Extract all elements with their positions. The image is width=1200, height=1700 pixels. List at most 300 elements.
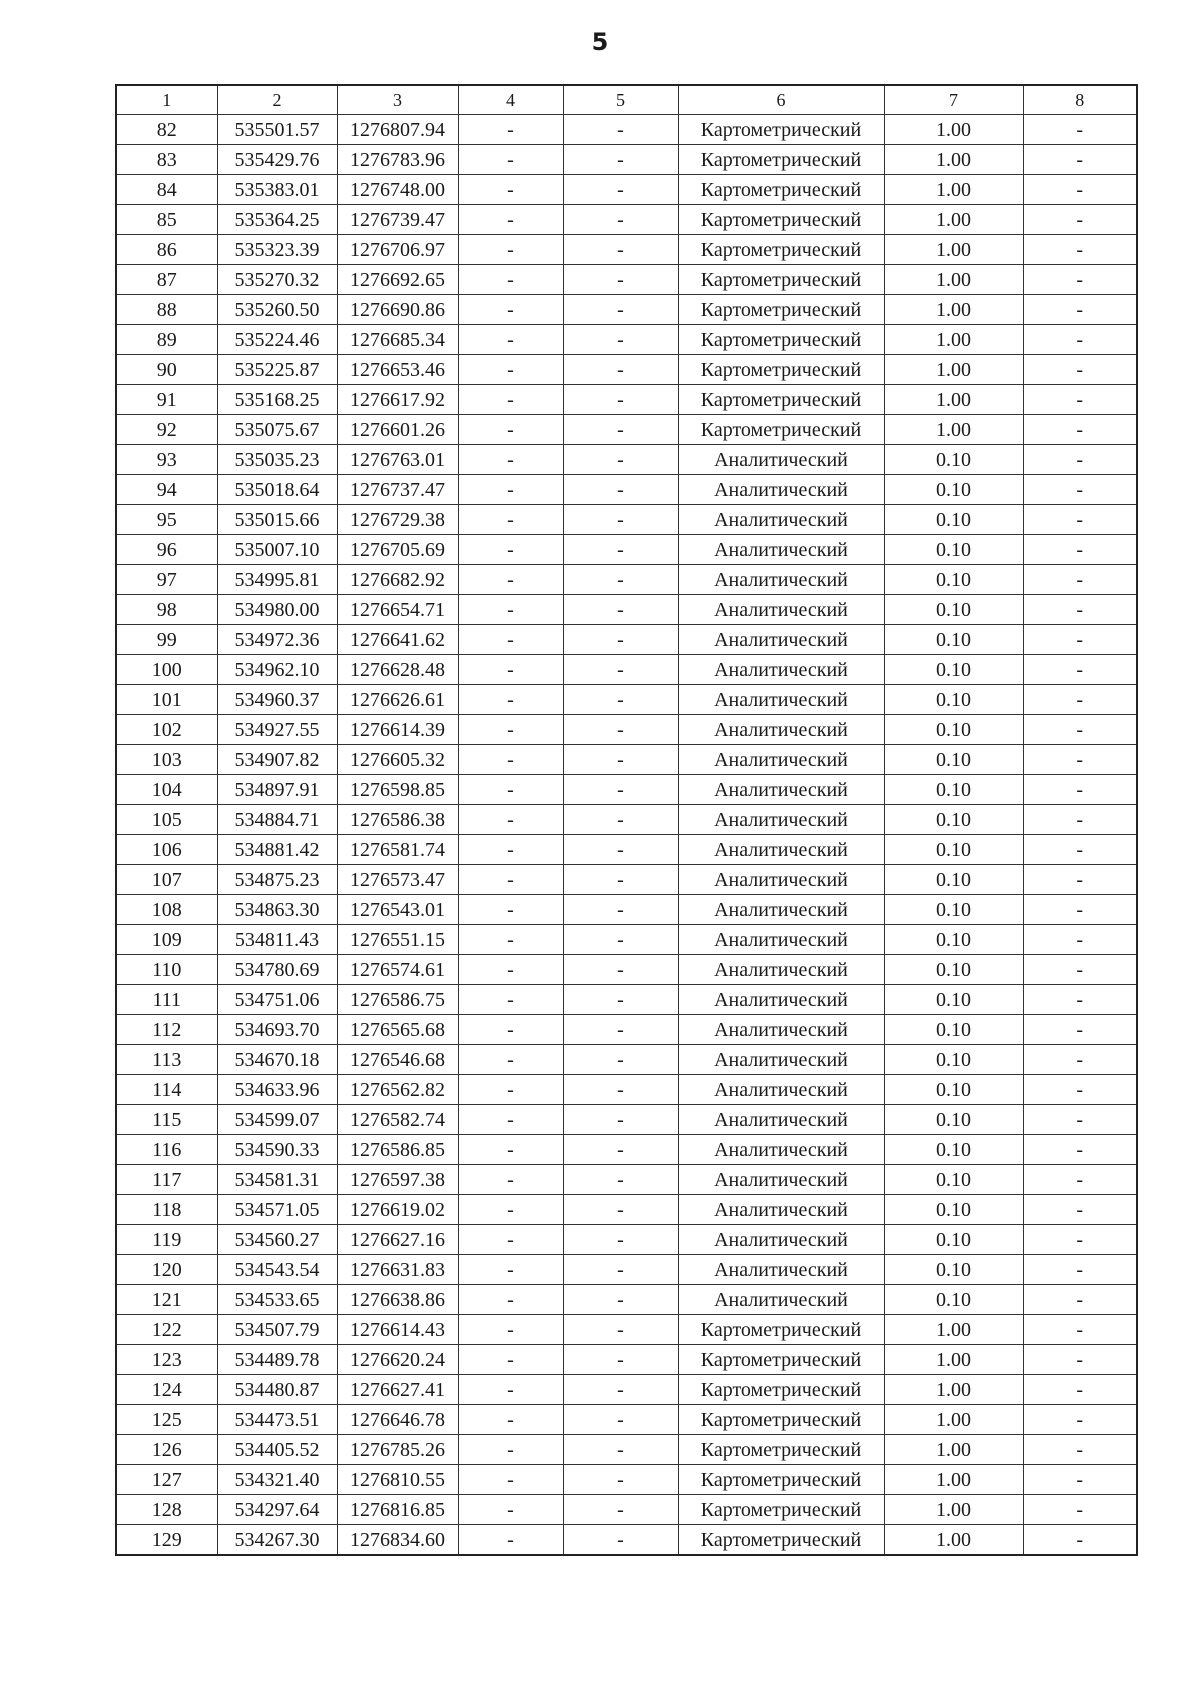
method-cell: Картометрический	[678, 385, 884, 415]
point-number-cell: 85	[116, 205, 217, 235]
y-coordinate-cell: 1276626.61	[337, 685, 458, 715]
point-number-cell: 124	[116, 1375, 217, 1405]
method-cell: Аналитический	[678, 685, 884, 715]
accuracy-cell: 1.00	[884, 205, 1023, 235]
x-coordinate-cell: 534473.51	[217, 1405, 337, 1435]
column-5-cell: -	[563, 985, 678, 1015]
method-cell: Аналитический	[678, 1165, 884, 1195]
table-row	[116, 1075, 1137, 1105]
method-cell: Аналитический	[678, 1285, 884, 1315]
column-8-cell: -	[1023, 1255, 1137, 1285]
point-number-cell: 105	[116, 805, 217, 835]
point-number-cell: 107	[116, 865, 217, 895]
accuracy-cell: 0.10	[884, 955, 1023, 985]
column-5-cell: -	[563, 595, 678, 625]
column-8-cell: -	[1023, 1165, 1137, 1195]
table-row	[116, 655, 1137, 685]
point-number-cell: 100	[116, 655, 217, 685]
x-coordinate-cell: 534884.71	[217, 805, 337, 835]
y-coordinate-cell: 1276631.83	[337, 1255, 458, 1285]
accuracy-cell: 1.00	[884, 175, 1023, 205]
accuracy-cell: 1.00	[884, 145, 1023, 175]
accuracy-cell: 1.00	[884, 415, 1023, 445]
accuracy-cell: 0.10	[884, 805, 1023, 835]
method-cell: Аналитический	[678, 1075, 884, 1105]
method-cell: Картометрический	[678, 1495, 884, 1525]
column-8-cell: -	[1023, 505, 1137, 535]
accuracy-cell: 0.10	[884, 565, 1023, 595]
table-row	[116, 685, 1137, 715]
y-coordinate-cell: 1276617.92	[337, 385, 458, 415]
coordinates-table	[115, 84, 1138, 1556]
x-coordinate-cell: 534571.05	[217, 1195, 337, 1225]
page-number: 5	[591, 28, 609, 56]
y-coordinate-cell: 1276654.71	[337, 595, 458, 625]
accuracy-cell: 1.00	[884, 1435, 1023, 1465]
column-5-cell: -	[563, 1345, 678, 1375]
column-8-cell: -	[1023, 925, 1137, 955]
column-5-cell: -	[563, 655, 678, 685]
x-coordinate-cell: 534875.23	[217, 865, 337, 895]
x-coordinate-cell: 535168.25	[217, 385, 337, 415]
column-4-cell: -	[458, 1495, 563, 1525]
table-row	[116, 325, 1137, 355]
y-coordinate-cell: 1276627.16	[337, 1225, 458, 1255]
point-number-cell: 114	[116, 1075, 217, 1105]
method-cell: Картометрический	[678, 325, 884, 355]
method-cell: Аналитический	[678, 505, 884, 535]
method-cell: Аналитический	[678, 445, 884, 475]
column-4-cell: -	[458, 625, 563, 655]
column-8-cell: -	[1023, 1405, 1137, 1435]
column-4-cell: -	[458, 1105, 563, 1135]
column-8-cell: -	[1023, 1135, 1137, 1165]
x-coordinate-cell: 534590.33	[217, 1135, 337, 1165]
column-header: 6	[678, 85, 884, 115]
method-cell: Картометрический	[678, 235, 884, 265]
column-8-cell: -	[1023, 895, 1137, 925]
column-4-cell: -	[458, 505, 563, 535]
table-row	[116, 145, 1137, 175]
table-row	[116, 1135, 1137, 1165]
accuracy-cell: 0.10	[884, 475, 1023, 505]
column-8-cell: -	[1023, 955, 1137, 985]
point-number-cell: 109	[116, 925, 217, 955]
table-row	[116, 595, 1137, 625]
column-header: 5	[563, 85, 678, 115]
column-4-cell: -	[458, 175, 563, 205]
y-coordinate-cell: 1276614.39	[337, 715, 458, 745]
x-coordinate-cell: 534297.64	[217, 1495, 337, 1525]
x-coordinate-cell: 535018.64	[217, 475, 337, 505]
x-coordinate-cell: 534811.43	[217, 925, 337, 955]
column-4-cell: -	[458, 835, 563, 865]
x-coordinate-cell: 534972.36	[217, 625, 337, 655]
column-8-cell: -	[1023, 655, 1137, 685]
method-cell: Аналитический	[678, 925, 884, 955]
column-4-cell: -	[458, 1345, 563, 1375]
column-8-cell: -	[1023, 145, 1137, 175]
column-4-cell: -	[458, 1045, 563, 1075]
accuracy-cell: 0.10	[884, 535, 1023, 565]
accuracy-cell: 0.10	[884, 1045, 1023, 1075]
column-4-cell: -	[458, 1375, 563, 1405]
table-row	[116, 175, 1137, 205]
y-coordinate-cell: 1276685.34	[337, 325, 458, 355]
column-8-cell: -	[1023, 475, 1137, 505]
table-row	[116, 1315, 1137, 1345]
column-8-cell: -	[1023, 1075, 1137, 1105]
table-row	[116, 1105, 1137, 1135]
accuracy-cell: 0.10	[884, 835, 1023, 865]
accuracy-cell: 1.00	[884, 1315, 1023, 1345]
column-4-cell: -	[458, 1225, 563, 1255]
method-cell: Картометрический	[678, 1405, 884, 1435]
x-coordinate-cell: 534543.54	[217, 1255, 337, 1285]
method-cell: Аналитический	[678, 625, 884, 655]
column-4-cell: -	[458, 1285, 563, 1315]
column-8-cell: -	[1023, 1015, 1137, 1045]
point-number-cell: 120	[116, 1255, 217, 1285]
column-8-cell: -	[1023, 685, 1137, 715]
column-header: 3	[337, 85, 458, 115]
x-coordinate-cell: 534670.18	[217, 1045, 337, 1075]
method-cell: Картометрический	[678, 415, 884, 445]
column-8-cell: -	[1023, 415, 1137, 445]
accuracy-cell: 1.00	[884, 325, 1023, 355]
column-5-cell: -	[563, 265, 678, 295]
point-number-cell: 99	[116, 625, 217, 655]
column-5-cell: -	[563, 1255, 678, 1285]
column-8-cell: -	[1023, 1435, 1137, 1465]
y-coordinate-cell: 1276729.38	[337, 505, 458, 535]
table-row	[116, 445, 1137, 475]
x-coordinate-cell: 534633.96	[217, 1075, 337, 1105]
column-4-cell: -	[458, 595, 563, 625]
x-coordinate-cell: 534480.87	[217, 1375, 337, 1405]
method-cell: Картометрический	[678, 355, 884, 385]
accuracy-cell: 0.10	[884, 625, 1023, 655]
x-coordinate-cell: 535225.87	[217, 355, 337, 385]
column-8-cell: -	[1023, 1375, 1137, 1405]
accuracy-cell: 0.10	[884, 895, 1023, 925]
column-8-cell: -	[1023, 715, 1137, 745]
column-8-cell: -	[1023, 265, 1137, 295]
point-number-cell: 117	[116, 1165, 217, 1195]
point-number-cell: 90	[116, 355, 217, 385]
point-number-cell: 88	[116, 295, 217, 325]
y-coordinate-cell: 1276586.38	[337, 805, 458, 835]
column-4-cell: -	[458, 385, 563, 415]
method-cell: Аналитический	[678, 1225, 884, 1255]
y-coordinate-cell: 1276574.61	[337, 955, 458, 985]
column-5-cell: -	[563, 115, 678, 145]
y-coordinate-cell: 1276598.85	[337, 775, 458, 805]
x-coordinate-cell: 535224.46	[217, 325, 337, 355]
point-number-cell: 97	[116, 565, 217, 595]
y-coordinate-cell: 1276628.48	[337, 655, 458, 685]
column-header: 4	[458, 85, 563, 115]
column-8-cell: -	[1023, 1345, 1137, 1375]
accuracy-cell: 1.00	[884, 1495, 1023, 1525]
point-number-cell: 113	[116, 1045, 217, 1075]
column-5-cell: -	[563, 865, 678, 895]
accuracy-cell: 1.00	[884, 1465, 1023, 1495]
table-row	[116, 235, 1137, 265]
column-5-cell: -	[563, 235, 678, 265]
point-number-cell: 119	[116, 1225, 217, 1255]
column-header: 1	[116, 85, 217, 115]
column-4-cell: -	[458, 1435, 563, 1465]
column-5-cell: -	[563, 1105, 678, 1135]
x-coordinate-cell: 534693.70	[217, 1015, 337, 1045]
column-5-cell: -	[563, 355, 678, 385]
table-row	[116, 1045, 1137, 1075]
column-4-cell: -	[458, 1255, 563, 1285]
y-coordinate-cell: 1276565.68	[337, 1015, 458, 1045]
column-4-cell: -	[458, 295, 563, 325]
x-coordinate-cell: 534489.78	[217, 1345, 337, 1375]
point-number-cell: 82	[116, 115, 217, 145]
y-coordinate-cell: 1276605.32	[337, 745, 458, 775]
y-coordinate-cell: 1276581.74	[337, 835, 458, 865]
column-4-cell: -	[458, 1405, 563, 1435]
y-coordinate-cell: 1276638.86	[337, 1285, 458, 1315]
point-number-cell: 110	[116, 955, 217, 985]
y-coordinate-cell: 1276739.47	[337, 205, 458, 235]
x-coordinate-cell: 534980.00	[217, 595, 337, 625]
accuracy-cell: 1.00	[884, 1345, 1023, 1375]
method-cell: Картометрический	[678, 1315, 884, 1345]
table-row	[116, 1405, 1137, 1435]
point-number-cell: 95	[116, 505, 217, 535]
column-5-cell: -	[563, 955, 678, 985]
x-coordinate-cell: 534560.27	[217, 1225, 337, 1255]
method-cell: Аналитический	[678, 895, 884, 925]
column-8-cell: -	[1023, 115, 1137, 145]
column-5-cell: -	[563, 295, 678, 325]
column-8-cell: -	[1023, 295, 1137, 325]
column-5-cell: -	[563, 205, 678, 235]
point-number-cell: 111	[116, 985, 217, 1015]
column-5-cell: -	[563, 325, 678, 355]
column-8-cell: -	[1023, 745, 1137, 775]
table-row	[116, 1195, 1137, 1225]
column-5-cell: -	[563, 1135, 678, 1165]
method-cell: Аналитический	[678, 835, 884, 865]
column-8-cell: -	[1023, 175, 1137, 205]
x-coordinate-cell: 534780.69	[217, 955, 337, 985]
y-coordinate-cell: 1276601.26	[337, 415, 458, 445]
column-5-cell: -	[563, 775, 678, 805]
point-number-cell: 126	[116, 1435, 217, 1465]
table-row	[116, 745, 1137, 775]
column-8-cell: -	[1023, 985, 1137, 1015]
accuracy-cell: 0.10	[884, 1255, 1023, 1285]
table-row	[116, 355, 1137, 385]
method-cell: Картометрический	[678, 1435, 884, 1465]
x-coordinate-cell: 534962.10	[217, 655, 337, 685]
method-cell: Аналитический	[678, 595, 884, 625]
column-4-cell: -	[458, 895, 563, 925]
accuracy-cell: 1.00	[884, 265, 1023, 295]
column-8-cell: -	[1023, 1315, 1137, 1345]
point-number-cell: 125	[116, 1405, 217, 1435]
column-5-cell: -	[563, 1465, 678, 1495]
table-row	[116, 925, 1137, 955]
method-cell: Картометрический	[678, 145, 884, 175]
column-5-cell: -	[563, 685, 678, 715]
column-8-cell: -	[1023, 1195, 1137, 1225]
method-cell: Аналитический	[678, 985, 884, 1015]
method-cell: Аналитический	[678, 535, 884, 565]
y-coordinate-cell: 1276653.46	[337, 355, 458, 385]
accuracy-cell: 1.00	[884, 1525, 1023, 1556]
x-coordinate-cell: 535383.01	[217, 175, 337, 205]
x-coordinate-cell: 534507.79	[217, 1315, 337, 1345]
column-4-cell: -	[458, 745, 563, 775]
point-number-cell: 127	[116, 1465, 217, 1495]
column-4-cell: -	[458, 265, 563, 295]
x-coordinate-cell: 535270.32	[217, 265, 337, 295]
column-8-cell: -	[1023, 805, 1137, 835]
table-header-row	[116, 85, 1137, 115]
y-coordinate-cell: 1276692.65	[337, 265, 458, 295]
column-4-cell: -	[458, 415, 563, 445]
y-coordinate-cell: 1276562.82	[337, 1075, 458, 1105]
accuracy-cell: 1.00	[884, 115, 1023, 145]
column-8-cell: -	[1023, 235, 1137, 265]
method-cell: Картометрический	[678, 205, 884, 235]
column-8-cell: -	[1023, 1465, 1137, 1495]
column-5-cell: -	[563, 1525, 678, 1556]
y-coordinate-cell: 1276737.47	[337, 475, 458, 505]
y-coordinate-cell: 1276646.78	[337, 1405, 458, 1435]
accuracy-cell: 0.10	[884, 1165, 1023, 1195]
table-row	[116, 985, 1137, 1015]
table-row	[116, 475, 1137, 505]
table-row	[116, 265, 1137, 295]
x-coordinate-cell: 535501.57	[217, 115, 337, 145]
column-5-cell: -	[563, 805, 678, 835]
column-8-cell: -	[1023, 445, 1137, 475]
y-coordinate-cell: 1276546.68	[337, 1045, 458, 1075]
point-number-cell: 91	[116, 385, 217, 415]
accuracy-cell: 0.10	[884, 1135, 1023, 1165]
column-4-cell: -	[458, 355, 563, 385]
y-coordinate-cell: 1276834.60	[337, 1525, 458, 1556]
column-4-cell: -	[458, 475, 563, 505]
column-4-cell: -	[458, 1165, 563, 1195]
y-coordinate-cell: 1276705.69	[337, 535, 458, 565]
column-5-cell: -	[563, 625, 678, 655]
column-8-cell: -	[1023, 1525, 1137, 1556]
column-5-cell: -	[563, 1165, 678, 1195]
table-row	[116, 1345, 1137, 1375]
table-row	[116, 385, 1137, 415]
column-4-cell: -	[458, 1075, 563, 1105]
y-coordinate-cell: 1276785.26	[337, 1435, 458, 1465]
method-cell: Картометрический	[678, 295, 884, 325]
column-8-cell: -	[1023, 565, 1137, 595]
accuracy-cell: 0.10	[884, 865, 1023, 895]
table-row	[116, 1375, 1137, 1405]
point-number-cell: 86	[116, 235, 217, 265]
column-8-cell: -	[1023, 325, 1137, 355]
column-5-cell: -	[563, 835, 678, 865]
point-number-cell: 106	[116, 835, 217, 865]
column-8-cell: -	[1023, 205, 1137, 235]
column-5-cell: -	[563, 1225, 678, 1255]
point-number-cell: 101	[116, 685, 217, 715]
column-8-cell: -	[1023, 595, 1137, 625]
column-4-cell: -	[458, 1525, 563, 1556]
table-row	[116, 1225, 1137, 1255]
column-8-cell: -	[1023, 385, 1137, 415]
column-4-cell: -	[458, 1135, 563, 1165]
accuracy-cell: 0.10	[884, 715, 1023, 745]
table-row	[116, 715, 1137, 745]
y-coordinate-cell: 1276783.96	[337, 145, 458, 175]
column-4-cell: -	[458, 565, 563, 595]
x-coordinate-cell: 535007.10	[217, 535, 337, 565]
method-cell: Аналитический	[678, 655, 884, 685]
point-number-cell: 102	[116, 715, 217, 745]
point-number-cell: 83	[116, 145, 217, 175]
table-row	[116, 1435, 1137, 1465]
y-coordinate-cell: 1276573.47	[337, 865, 458, 895]
point-number-cell: 118	[116, 1195, 217, 1225]
method-cell: Картометрический	[678, 1525, 884, 1556]
accuracy-cell: 0.10	[884, 1195, 1023, 1225]
x-coordinate-cell: 534533.65	[217, 1285, 337, 1315]
point-number-cell: 98	[116, 595, 217, 625]
x-coordinate-cell: 534863.30	[217, 895, 337, 925]
column-4-cell: -	[458, 535, 563, 565]
x-coordinate-cell: 535075.67	[217, 415, 337, 445]
y-coordinate-cell: 1276620.24	[337, 1345, 458, 1375]
column-4-cell: -	[458, 445, 563, 475]
accuracy-cell: 0.10	[884, 445, 1023, 475]
table-row	[116, 805, 1137, 835]
column-4-cell: -	[458, 205, 563, 235]
point-number-cell: 122	[116, 1315, 217, 1345]
column-5-cell: -	[563, 1405, 678, 1435]
accuracy-cell: 0.10	[884, 985, 1023, 1015]
column-5-cell: -	[563, 895, 678, 925]
column-5-cell: -	[563, 385, 678, 415]
column-5-cell: -	[563, 1075, 678, 1105]
column-header: 2	[217, 85, 337, 115]
column-8-cell: -	[1023, 1495, 1137, 1525]
column-8-cell: -	[1023, 775, 1137, 805]
method-cell: Картометрический	[678, 265, 884, 295]
method-cell: Аналитический	[678, 1255, 884, 1285]
column-4-cell: -	[458, 775, 563, 805]
point-number-cell: 103	[116, 745, 217, 775]
column-4-cell: -	[458, 1015, 563, 1045]
point-number-cell: 94	[116, 475, 217, 505]
y-coordinate-cell: 1276641.62	[337, 625, 458, 655]
table-row	[116, 1165, 1137, 1195]
table-row	[116, 625, 1137, 655]
accuracy-cell: 0.10	[884, 1285, 1023, 1315]
column-4-cell: -	[458, 145, 563, 175]
column-5-cell: -	[563, 1045, 678, 1075]
table-row	[116, 775, 1137, 805]
column-4-cell: -	[458, 865, 563, 895]
accuracy-cell: 1.00	[884, 235, 1023, 265]
